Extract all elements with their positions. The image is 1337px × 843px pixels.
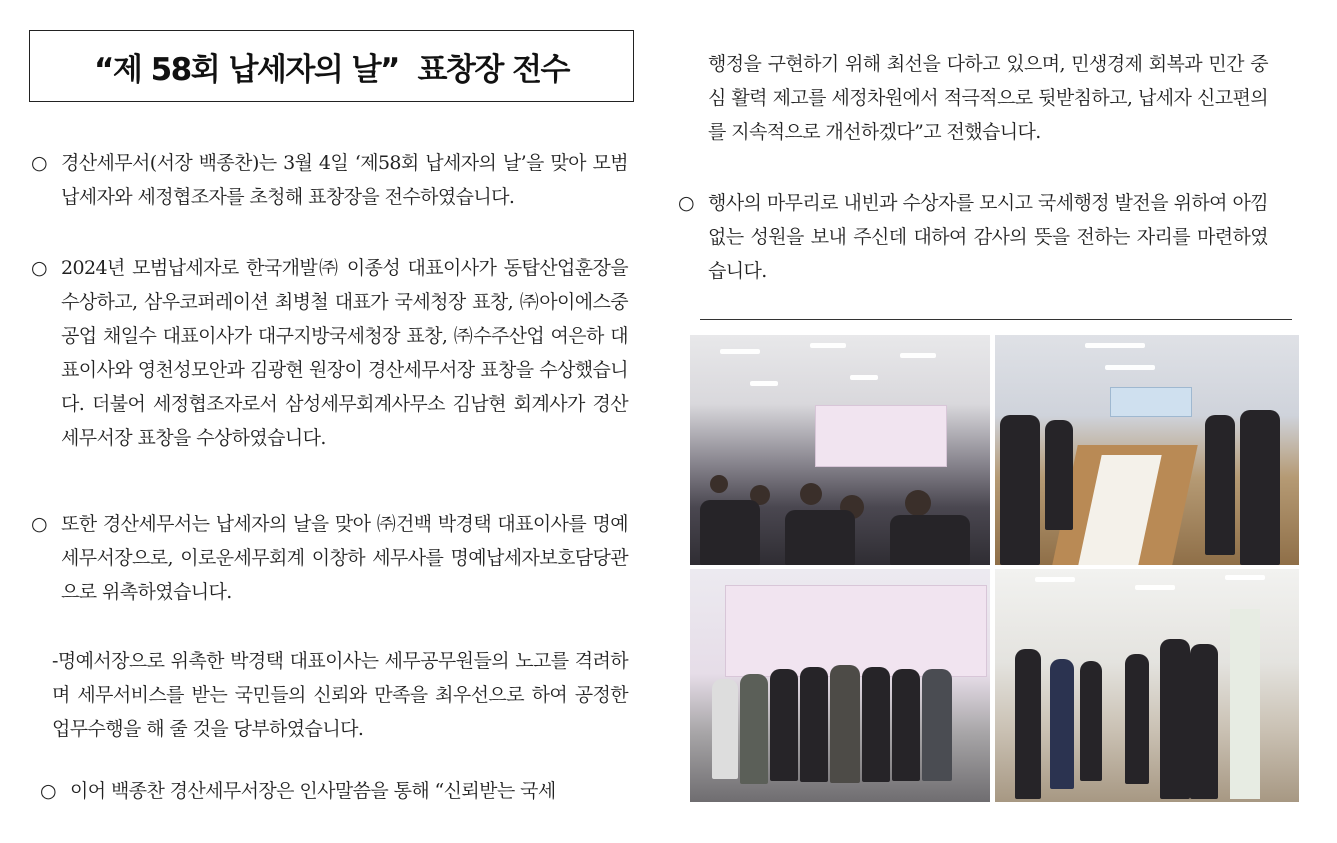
paragraph-2: 2024년 모범납세자로 한국개발㈜ 이종성 대표이사가 동탑산업훈장을 수상하고, 삼우코퍼레이션 최병철 대표가 국세청장 표창, ㈜아이에스중공업 채일수 대표이사가 대구지방국세청장 표창, ㈜수주산업 여은하 대표이사와 영천성모안과 김광현 원장이 경산세무서장 표창을 수상했습니다. 더불어 세정협조자로서 삼성세무회계사무소 김남현 회계사가 경산세무서장 표창을 수상하였습니다. [61,257,628,449]
photo-collage [690,335,1299,802]
photo-banquet-table [995,335,1299,565]
page-title: “제 58회 납세자의 날” 표창장 전수 [94,51,569,88]
separator-line [700,319,1292,320]
title-box [29,30,634,102]
paragraph-1: 경산세무서(서장 백종찬)는 3월 4일 ‘제58회 납세자의 날’을 맞아 모범납세자와 세정협조자를 초청해 표창장을 전수하였습니다. [61,152,628,208]
bullet-3: ○ [31,513,48,535]
photo-ceremony-audience [690,335,990,565]
bullet-1: ○ [31,152,48,174]
paragraph-5: 이어 백종찬 경산세무서장은 인사말씀을 통해 “신뢰받는 국세 [70,780,556,802]
paragraph-4: -명예서장으로 위촉한 박경택 대표이사는 세무공무원들의 노고를 격려하며 세무서비스를 받는 국민들의 신뢰와 만족을 최우선으로 하여 공정한 업무수행을 해 줄 것을 당부하였습니다. [52,650,628,740]
photo-office-visit [995,569,1299,802]
paragraph-3: 또한 경산세무서는 납세자의 날을 맞아 ㈜건백 박경택 대표이사를 명예세무서장으로, 이로운세무회계 이창하 세무사를 명예납세자보호담당관으로 위촉하였습니다. [61,513,628,603]
paragraph-6: 행정을 구현하기 위해 최선을 다하고 있으며, 민생경제 회복과 민간 중심 활력 제고를 세정차원에서 적극적으로 뒷받침하고, 납세자 신고편의를 지속적으로 개선하겠다”고 전했습니다. [708,53,1268,143]
bullet-5: ○ [40,780,57,802]
photo-group-portrait [690,569,990,802]
bullet-2: ○ [31,257,48,279]
bullet-7: ○ [678,192,695,214]
paragraph-7: 행사의 마무리로 내빈과 수상자를 모시고 국세행정 발전을 위하여 아낌없는 성원을 보내 주신데 대하여 감사의 뜻을 전하는 자리를 마련하였습니다. [708,192,1268,282]
